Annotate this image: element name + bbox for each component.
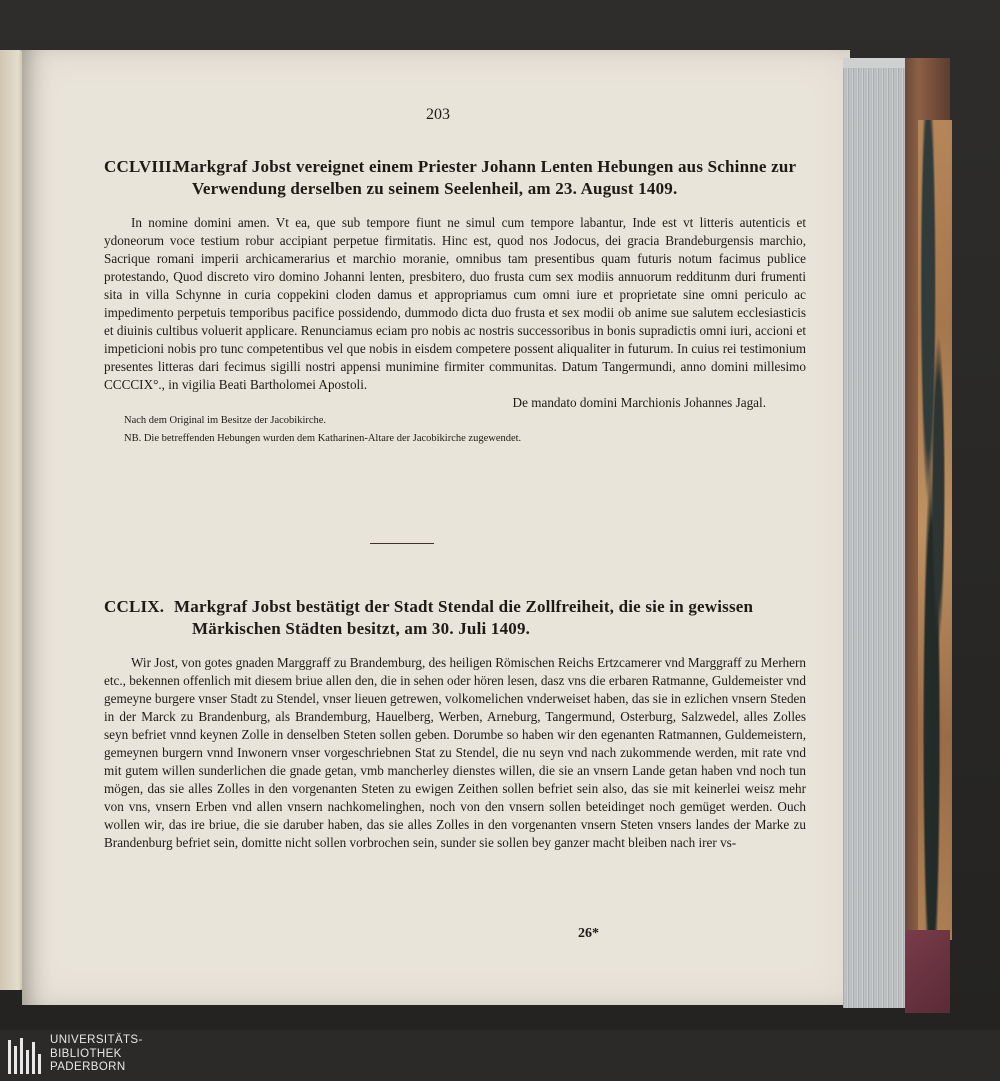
library-logo-icon <box>6 1036 42 1076</box>
library-name-line-1: UNIVERSITÄTS- <box>50 1034 143 1046</box>
document-heading <box>104 156 806 200</box>
section-divider <box>370 543 434 544</box>
library-name-line-3: PADERBORN <box>50 1061 126 1073</box>
heading-line-1: Markgraf Jobst bestätigt der Stadt Stendal die Zollfreiheit, die sie in gewissen <box>174 597 754 616</box>
heading-line-1: Markgraf Jobst vereignet einem Priester Johann Lenten Hebungen aus Schinne zur <box>174 157 797 176</box>
signature-mark: 26* <box>578 926 599 941</box>
library-name-line-2: BIBLIOTHEK <box>50 1047 122 1060</box>
document-number: CCLIX. <box>104 597 165 616</box>
marbled-cover <box>918 120 952 940</box>
document-heading <box>104 596 806 640</box>
library-name <box>50 1034 143 1075</box>
document-ccLviii <box>104 156 806 448</box>
document-cclix <box>104 596 806 852</box>
heading-line-2: Märkischen Städten besitzt, am 30. Juli 1409. <box>192 619 531 638</box>
page-content <box>22 50 850 1005</box>
page-number: 203 <box>426 106 450 123</box>
library-footer <box>0 1030 1000 1081</box>
signature-line: De mandato domini Marchionis Johannes Jagal. <box>512 395 766 410</box>
nb-note: NB. Die betreffenden Hebungen wurden dem Katharinen-Altare der Jacobikirche zugewendet. <box>124 433 522 444</box>
cover-corner <box>905 930 950 1013</box>
heading-line-2: Verwendung derselben zu seinem Seelenheil, am 23. August 1409. <box>192 179 678 198</box>
charter-text: Wir Jost, von gotes gnaden Marggraff zu Brandemburg, des heiligen Römischen Reichs Ertzcamerer vnd Marggraff zu Merhern etc., bekennen offenlich mit diesem briue allen den, die in sehen oder hören lesen, dasz vns die erbaren Ratmanne, Guldemeister vnd gemeyne burgere vnser Stadt zu Stendel, vnser lieuen getrewen, volkomelichen vnderweiset haben, das sie in ezlichen vnsern Steden in der Marck zu Brandenburg, als Brandemburg, Hauelberg, Werben, Arneburg, Tangermund, Osterburg, Salzwedel, alles Zolles seyn befriet vnnd keynen Zolle in denselben Steten sollen geben. Dorumbe so haben wir den egenanten Ratmannen, Guldemeistern, gemeynen burgern vnnd Inwonern vnser vorgeschriebnen Stat zu Stendel, die nu seyn vnd nach zukommende werden, mit rate vnd mit gutem willen sunderlichen die gnade getan, vmb mancherley dienstes willen, die sie an vnsern Lande getan haben vnd noch tun mögen, das sie alles Zolles in den vorgenanten Steten zu ewigen Zeithen sollen befriet sein also, das sie mit keinerlei weisz mehr von vns, vnsern Erben vnd allen vnsern nachkomelinghen, noch von den vnsern sollen beteidinget noch gemüget werden. Ouch wollen wir, das ire briue, die sie daruber haben, das sie alles Zolles in den vorgenanten vnsern Steten vnsers landes der Marke zu Brandenburg befriet sein, domitte nicht sollen vorbrochen sein, sunder sie sollen bey ganzer macht bleiben nach irer vs- <box>104 655 807 850</box>
charter-text: In nomine domini amen. Vt ea, que sub tempore fiunt ne simul cum tempore labantur, Inde est vt litteris autenticis et ydoneorum voce testium robur accipiant perpetue firmitatis. Hinc est, quod nos Jodocus, dei gracia Brandeburgensis marchio, Sacrique romani imperii archicamerarius et marchio moranie, omnibus tam presentibus quam futuris notum facimus publice protestando, Quod discreto viro domino Johanni lenten, presbitero, duo frusta cum sex modiis annuorum redditunm duri frumenti sita in villa Schynne in curia coppekini cloden damus et appropriamus cum omni iure et proprietate sine omni periculo ac impedimento perpetuis temporibus pacifice possidendo, dummodo dicta duo frusta et sex modii ob anime sue salutem ecclesiasticis et diuinis cultibus voluerit applicare. Renunciamus eciam pro nobis ac nostris successoribus in bonis supradictis omni iuri, accioni et impeticioni nobis pro tunc competentibus vel que nobis in eisdem competere possent aliqualiter in futurum. In cuius rei testimonium presentes litteras dari fecimus sigilli nostri appensi munimine firmiter communitas. Datum Tangermundi, anno domini millesimo CCCCIX°., in vigilia Beati Bartholomei Apostoli. <box>104 215 806 392</box>
document-number: CCLVIII. <box>104 157 177 176</box>
source-note: Nach dem Original im Besitze der Jacobikirche. <box>124 415 327 426</box>
document-body <box>104 214 806 394</box>
document-body <box>104 654 806 852</box>
